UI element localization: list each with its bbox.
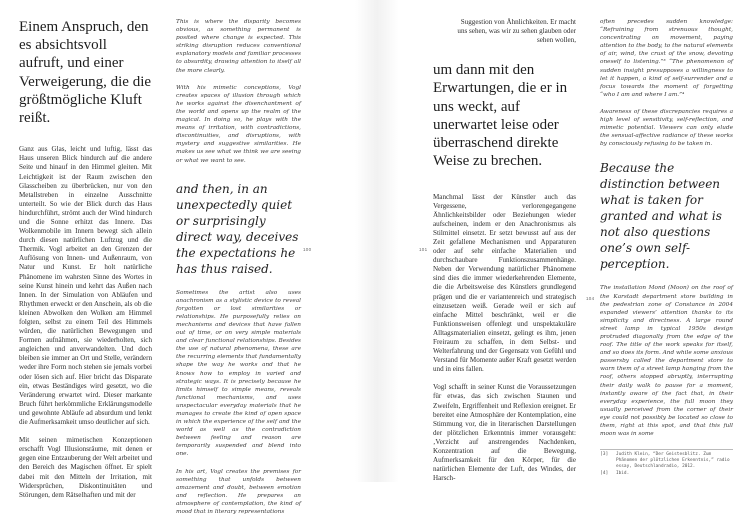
body-paragraph: often precedes sudden knowledge: “Refraining from strenuous thought, concentrating on movement, paying attention to the body, to the natural elements of air, wind, the crust of the snow, devoting oneself to listening.”³ “The phenomenon of sudden insight presupposes a willingness to let it happen, a kind of self-surrender and a focus towards the moment of forgetting “who I am and where I am.”⁴ xyxy=(600,19,733,98)
page-number: 101 xyxy=(419,247,428,252)
footnote-number: [4] xyxy=(600,471,609,476)
right-page xyxy=(378,0,750,482)
pull-quote-german: Einem Anspruch, den es absichtsvoll aufruft, und einer Verweigerung, die die größtmögliche Kluft reißt. xyxy=(19,19,152,127)
page-number: 100 xyxy=(303,247,312,252)
body-paragraph: In his art, Vogl creates the premises for something that unfolds between amazement and doubt, between emotion and reflection. He prepares an atmosphere of contemplation, the kind of mood that in literary representations xyxy=(176,468,301,516)
body-paragraph: Mit seinen mimetischen Konzeptionen erschafft Vogl Illusionsräume, mit denen er gegen eine Entzauberung der Welt arbeitet und den Bereich des Magischen öffnet. Er spielt dabei mit den Mitteln der Irritation, mit Widersprüchen, Diskontinuitäten und Störungen, dem Rätselhaften und mit der xyxy=(19,436,152,499)
footnote-number: [3] xyxy=(600,452,609,457)
pull-quote-english: and then, in an unexpectedly quiet or surprisingly direct way, deceives the expectations he has thus raised. xyxy=(176,181,299,276)
footnote-text: Ibid. xyxy=(616,471,630,476)
footnote-rule xyxy=(600,449,733,450)
body-paragraph: Vogl schafft in seiner Kunst die Voraussetzungen für etwas, das sich zwischen Staunen und Zweifeln, Ergriffenheit und Reflexion ereignet. Er bereitet eine Atmosphäre der Kontemplation, eine Stimmung vor, die in literarischen Darstellungen der plötzlichen Erkenntnis immer vorausgeht: ‚Verzicht auf anstrengendes Nachdenken, Konzentration auf die Bewegung, Aufmerksamkeit für den Körper, für die natürlichen Elemente der Luft, des Windes, der Harsch- xyxy=(433,383,576,483)
right-english-column xyxy=(600,18,733,450)
intro-line: sehen wollen, xyxy=(536,36,576,45)
body-paragraph: Ganz aus Glas, leicht und luftig, lässt das Haus unseren Blick hindurch auf die andere Seite und hinauf in den Himmel gleiten. Mit Leichtigkeit ist der Raum zwischen den Glasscheiben zu überbrücken, nur von den Metallstreben in einzelne Ausschnitte unterteilt. So wie der Blick durch das Haus hindurchführt, strömt auch der Wind hindurch und die Sonne erhitzt das Innere. Das Wolkenmobile im Innern bewegt sich allein durch diesen natürlichen Luftzug und die Thermik. Vogl arbeitet an den Grenzen der Auflösung von Innen- und Außenraum, von Natur und Kunst. Er holt natürliche Phänomene im wahrsten Sinne des Wortes in seine Kunst hinein und kehrt das Außen nach Innen. In der Simulation von Abläufen und Rhythmen erweckt er den Anschein, als ob die kleinen Abwolken den Wolken am Himmel folgten, selbst zu einem Teil des Himmels würden, die natürlichen Bewegungen und Formen aufnähmen, sie wiederholten, sich angleichen und anverwandelten. Und doch bleiben sie immer an Ort und Stelle, verändern weder ihre Form noch stehen sie jemals vorbei oder lösen sich auf. Hier bricht das Disparate ein, etwas Beständiges wird gesetzt, wo die Veränderung erwartet wird. Dieser markante Bruch führt herkömmliche Erklärungsmodelle und gewohnte Abläufe ad absurdum und lenkt die Aufmerksamkeit umso deutlicher auf sich. xyxy=(19,145,152,427)
left-english-column xyxy=(176,18,301,516)
intro-line: uns sehen, was wir zu sehen glauben oder xyxy=(457,27,576,36)
page-number: 104 xyxy=(586,296,595,301)
body-paragraph: Awareness of these discrepancies requires a high level of sensitivity, self-reflection, and mimetic potential. Viewers can only elude the sensual-affective radiance of these works by consciously refusing to be taken in. xyxy=(600,108,733,148)
left-page xyxy=(0,0,322,516)
body-paragraph: Sometimes the artist also uses anachronism as a stylistic device to reveal forgotten or lost similarities or relationships. He purposefully relies on mechanisms and devices that have fallen out of time, or on very simple materials and clear functional relationships. Besides the use of natural phenomena, these are the recurring elements that fundamentally shape the way he works and that he knows how to employ in varied and strategic ways. It is precisely because he limits himself to simple means, reveals functional mechanisms, and uses unspectacular everyday materials that he manages to create the kind of open space in which the experience of the self and the world as well as the contradiction between feeling and reason are temporarily suspended and blend into one. xyxy=(176,289,301,458)
body-paragraph: Manchmal lässt der Künstler auch das Vergessene, verlorengegangene Ähnlichkeitsbilder oder Beziehungen wieder aufscheinen, indem er den Anachronismus als Stilmittel einsetzt. Er setzt bewusst auf aus der Zeit gefallene Mechanismen und Apparaturen oder auf sehr einfache Materialien und durchschaubare Funktionszusammenhänge. Neben der Verwendung natürlicher Phänomene sind dies die immer wiederkehrenden Elemente, die die Arbeitsweise des Künstlers grundlegend prägen und die er variantenreich und strategisch einzusetzen weiß. Gerade weil er sich auf einfache Mittel beschränkt, weil er die Funktionsweisen offenlegt und unspektakuläre Alltagsmaterialien einsetzt, gelingt es ihm, jenen Freiraum zu schaffen, in dem Selbst- und Welterfahrung und der Gegensatz von Gefühl und Verstand für Momente außer Kraft gesetzt werden und in eins fallen. xyxy=(433,192,576,374)
body-paragraph: With his mimetic conceptions, Vogl creates spaces of illusion through which he works against the disenchantment of the world and opens up the realm of the magical. In doing so, he plays with the means of irritation, with contradictions, discontinuities, and disruptions, with mystery and suggestive similarities. He makes us see what we think we are seeing or what we want to see. xyxy=(176,84,301,164)
pull-quote-english: Because the distinction between what is taken for granted and what is not also questions one’s own self-perception. xyxy=(600,161,722,272)
intro-line: Suggestion von Ähnlichkeiten. Er macht xyxy=(460,18,576,26)
body-paragraph: This is where the disparity becomes obvious, as something permanent is posited where change is expected. This striking disruption reduces conventional explanatory models and familiar processes to absurdity, drawing attention to itself all the more clearly. xyxy=(176,19,301,74)
left-german-column xyxy=(19,18,152,499)
pull-quote-german: um dann mit den Erwartungen, die er in uns weckt, auf unerwartet leise oder überraschend direkte Weise zu brechen. xyxy=(433,62,568,170)
right-german-column xyxy=(433,18,576,483)
footnote-text: Judith Klein, “Der Geistesblitz. Zum Phänomen der plötzlichen Erkenntnis,” radio essay, Deutschlandradio, 2012. xyxy=(616,452,730,470)
body-paragraph: The installation Mond (Moon) on the roof of the Karstadt department store building in the pedestrian zone of Constance in 2004 expanded viewers’ attention thanks to its simplicity and directness. A large round street lamp in typical 1950s design protruded diagonally from the edge of the roof. The title of the work speaks for itself, and so does its form. And while some anxious passersby called the department store to warn them of a street lamp hanging from the roof, others stopped abruptly, interrupting their daily walk to pause for a moment, instantly aware of the fact that, in their everyday experience, the full moon they usually perceived from the corner of their eye could not possibly be located so close to them, right at this spot, and that this full moon was in some xyxy=(600,285,733,438)
